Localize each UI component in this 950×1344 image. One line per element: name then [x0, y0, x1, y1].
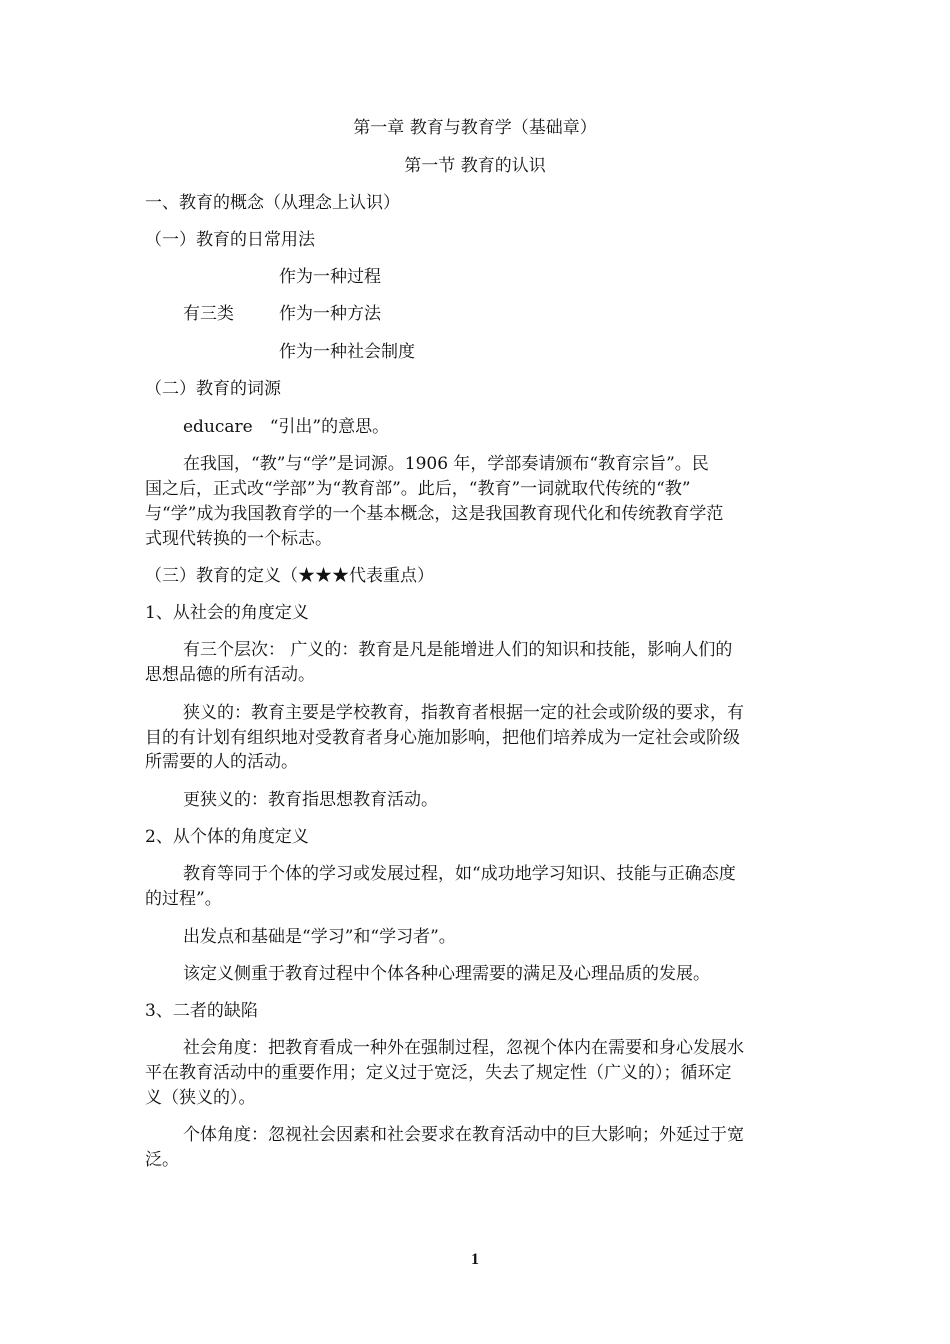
usage-label: 有三类: [183, 304, 234, 324]
usage-option: 作为一种方法: [279, 304, 381, 324]
definition-social-title: 1、从社会的角度定义: [145, 603, 309, 623]
paragraph-line: 个体角度：忽视社会因素和社会要求在教育活动中的巨大影响；外延过于宽: [183, 1125, 744, 1145]
heading-concept: 一、教育的概念（从理念上认识）: [145, 193, 400, 213]
subheading-definition: （三）教育的定义（★★★代表重点）: [145, 566, 434, 586]
paragraph-line: 与“学”成为我国教育学的一个基本概念，这是我国教育现代化和传统教育学范: [145, 504, 724, 524]
paragraph-line: 目的有计划有组织地对受教育者身心施加影响，把他们培养成为一定社会或阶级: [145, 728, 740, 748]
narrower-definition: 更狭义的：教育指思想教育活动。: [183, 790, 438, 810]
individual-basis: 出发点和基础是“学习”和“学习者”。: [183, 927, 456, 947]
paragraph-line: 的过程”。: [145, 889, 222, 909]
section-title: 第一节 教育的认识: [404, 156, 546, 176]
paragraph-line: 式现代转换的一个标志。: [145, 529, 332, 549]
usage-option: 作为一种过程: [279, 267, 381, 287]
usage-option: 作为一种社会制度: [279, 342, 415, 362]
paragraph-line: 在我国，“教”与“学”是词源。1906 年，学部奏请颁布“教育宗旨”。民: [183, 454, 709, 474]
paragraph-line: 所需要的人的活动。: [145, 752, 298, 772]
paragraph-line: 泛。: [145, 1150, 179, 1170]
paragraph-line: 平在教育活动中的重要作用；定义过于宽泛，失去了规定性（广义的）；循环定: [145, 1063, 732, 1083]
subheading-etymology: （二）教育的词源: [145, 379, 281, 399]
paragraph-line: 狭义的：教育主要是学校教育，指教育者根据一定的社会或阶级的要求，有: [183, 703, 744, 723]
paragraph-line: 社会角度：把教育看成一种外在强制过程，忽视个体内在需要和身心发展水: [183, 1038, 744, 1058]
paragraph-line: 义（狭义的）。: [145, 1088, 256, 1108]
subheading-daily-usage: （一）教育的日常用法: [145, 230, 315, 250]
paragraph-line: 思想品德的所有活动。: [145, 665, 315, 685]
paragraph-line: 教育等同于个体的学习或发展过程，如“成功地学习知识、技能与正确态度: [183, 864, 736, 884]
chapter-title: 第一章 教育与教育学（基础章）: [353, 118, 597, 138]
paragraph-line: 国之后，正式改“学部”为“教育部”。此后，“教育”一词就取代传统的“教”: [145, 479, 691, 499]
page-number: 1: [471, 1251, 479, 1268]
paragraph-line: 有三个层次： 广义的：教育是凡是能增进人们的知识和技能，影响人们的: [183, 640, 733, 660]
individual-focus: 该定义侧重于教育过程中个体各种心理需要的满足及心理品质的发展。: [183, 964, 710, 984]
definition-defects-title: 3、二者的缺陷: [145, 1001, 258, 1021]
definition-individual-title: 2、从个体的角度定义: [145, 827, 309, 847]
etymology-line: educare “引出”的意思。: [183, 417, 390, 437]
